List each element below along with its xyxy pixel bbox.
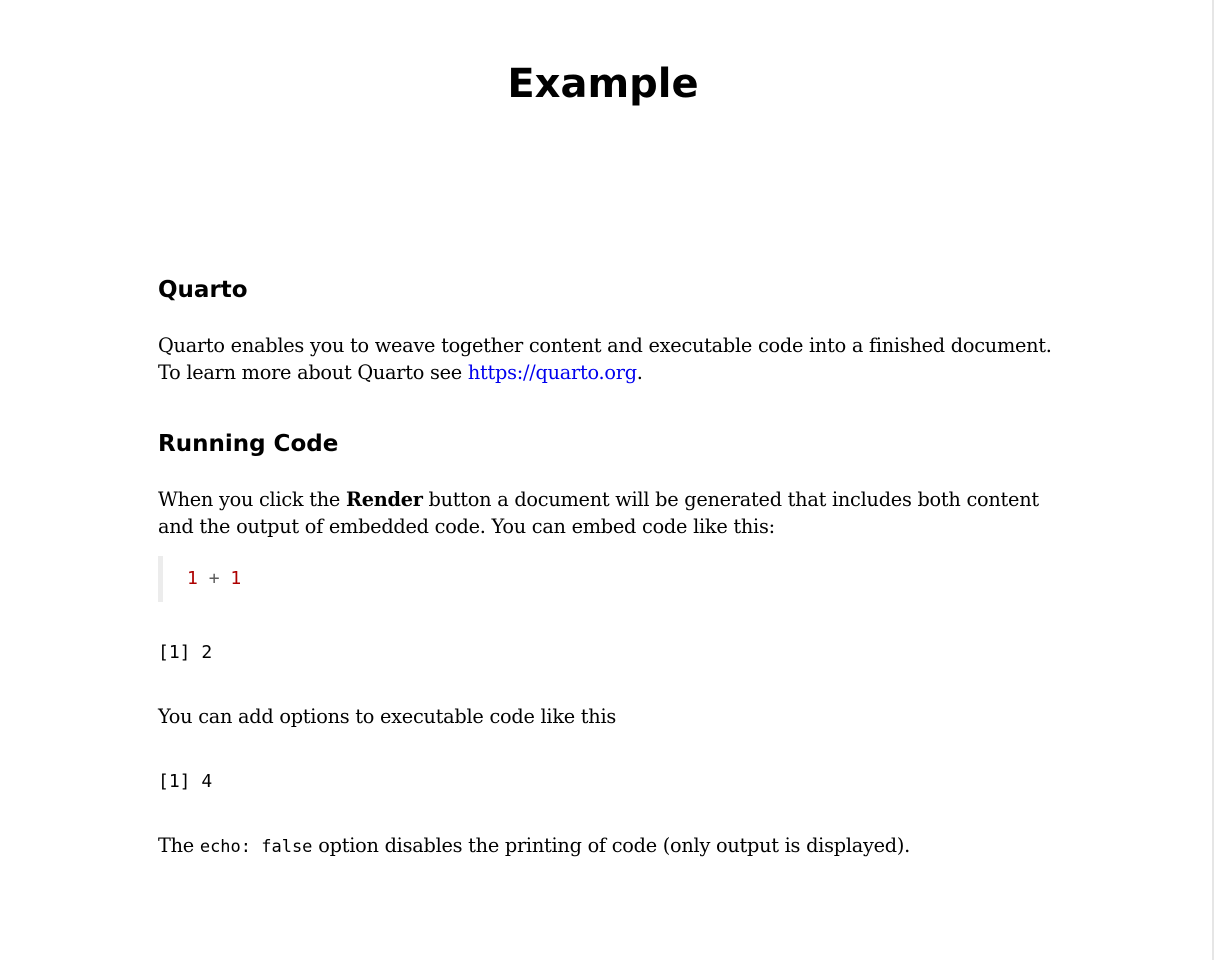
code-number-right: 1 xyxy=(230,568,242,589)
render-paragraph-rest: button a document will be generated that includes both content and the output of embedded code. You can embed code like this: xyxy=(158,488,1039,538)
section-heading-running-code: Running Code xyxy=(158,431,339,457)
code-output-2: [1] 4 xyxy=(158,771,213,792)
quarto-paragraph xyxy=(158,332,1058,386)
section-heading-quarto: Quarto xyxy=(158,277,248,303)
render-paragraph-text: When you click the xyxy=(158,488,346,511)
quarto-paragraph-end: . xyxy=(636,361,643,384)
render-keyword: Render xyxy=(345,488,423,511)
echo-paragraph-rest: option disables the printing of code (only output is displayed). xyxy=(312,834,911,857)
code-number-left: 1 xyxy=(187,568,198,589)
code-block[interactable] xyxy=(158,556,1048,602)
echo-inline-code: echo: false xyxy=(199,837,313,857)
code-output-1: [1] 2 xyxy=(158,642,213,663)
quarto-link[interactable]: https://quarto.org xyxy=(467,361,637,384)
render-paragraph xyxy=(158,486,1058,540)
echo-paragraph-text: The xyxy=(158,834,200,857)
quarto-paragraph-text: Quarto enables you to weave together content and executable code into a finished document. To learn more about Quarto see xyxy=(158,334,1052,384)
code-operator: + xyxy=(208,568,220,589)
options-paragraph: You can add options to executable code like this xyxy=(158,705,617,728)
document-title: Example xyxy=(507,61,699,107)
echo-paragraph xyxy=(158,832,1058,861)
